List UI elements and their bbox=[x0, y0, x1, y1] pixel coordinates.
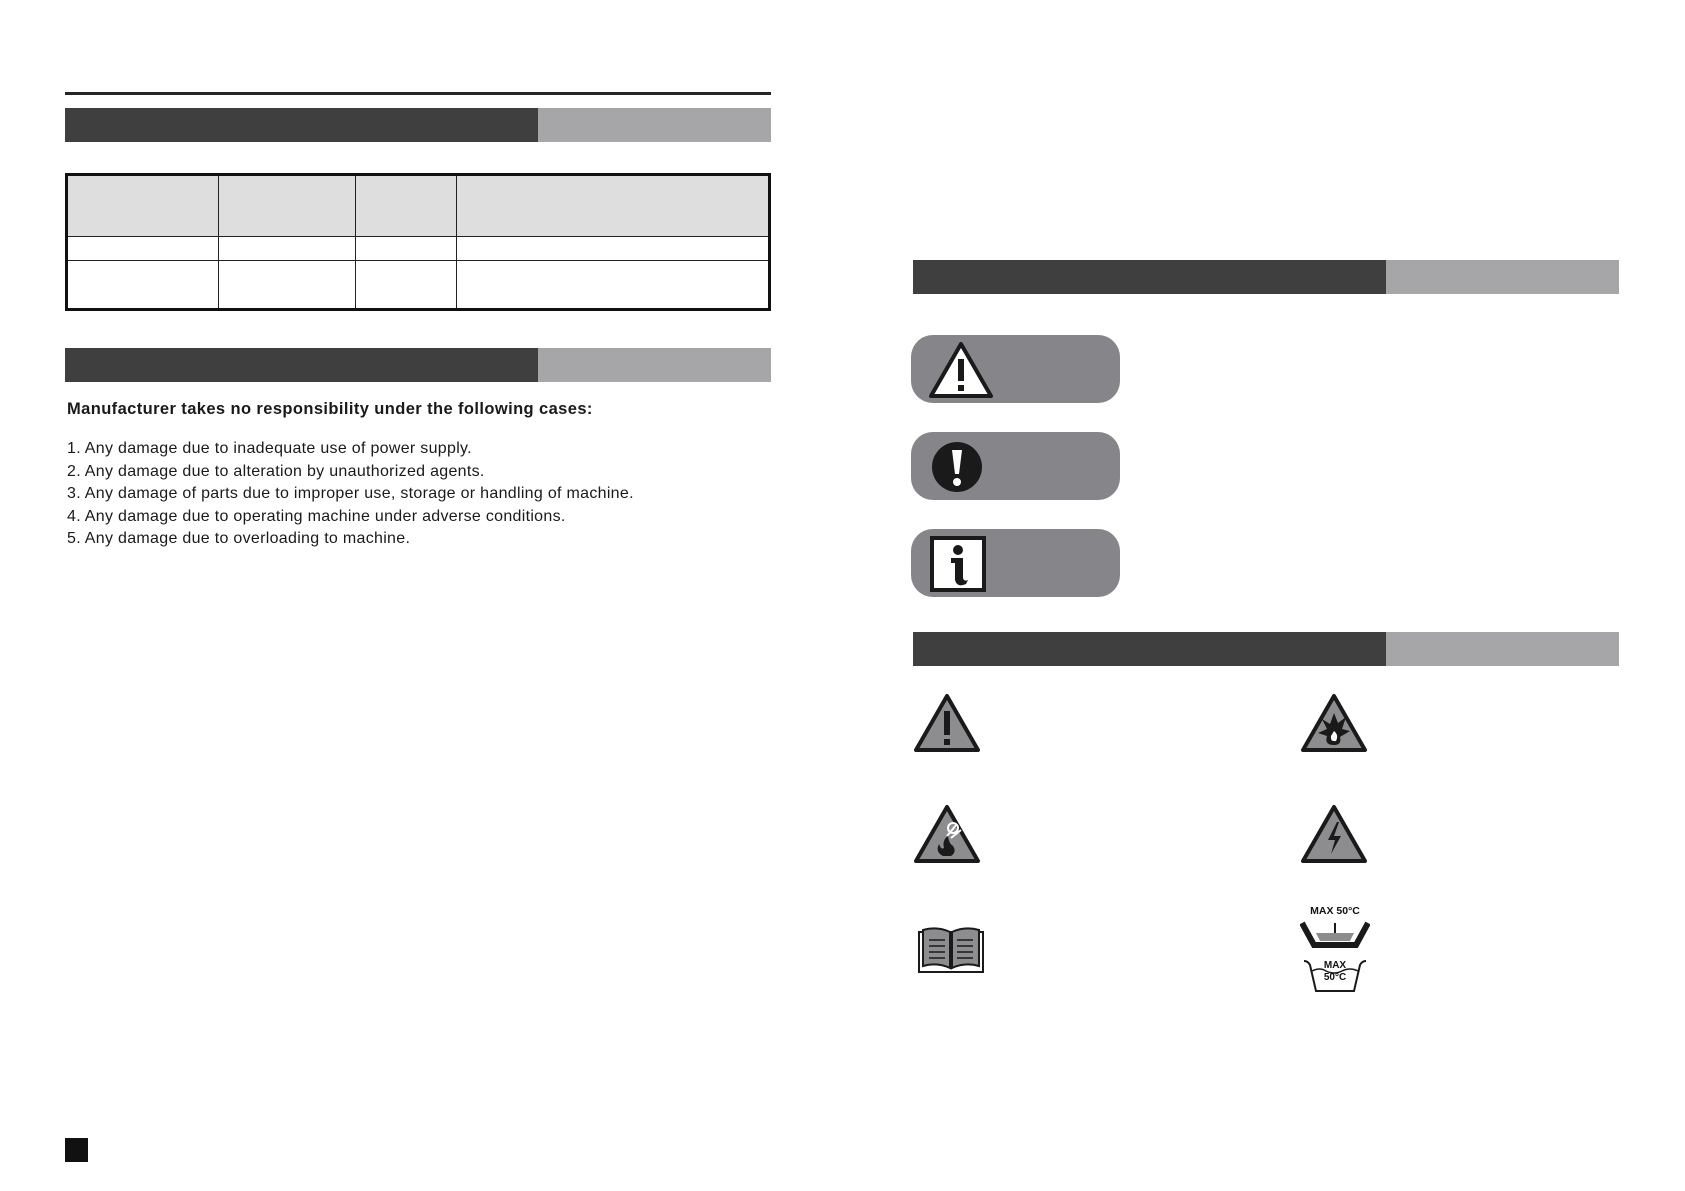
exclamation-circle-icon bbox=[930, 440, 984, 494]
list-item: 1. Any damage due to inadequate use of power supply. bbox=[67, 440, 472, 457]
table-header-cell bbox=[67, 175, 219, 237]
table-cell bbox=[67, 237, 219, 261]
electric-shock-icon bbox=[1300, 804, 1368, 864]
info-icon bbox=[930, 536, 986, 592]
general-warning-icon bbox=[913, 693, 981, 753]
table-header-cell bbox=[457, 175, 770, 237]
list-item: 5. Any damage due to overloading to machine. bbox=[67, 530, 411, 548]
disclaimer-intro: Manufacturer takes no responsibility under the following cases: bbox=[67, 400, 593, 418]
temp-label-bottom bbox=[1300, 960, 1370, 984]
table-cell bbox=[356, 237, 457, 261]
table-cell bbox=[219, 237, 356, 261]
list-item: 3. Any damage of parts due to improper use, storage or handling of machine. bbox=[67, 485, 634, 503]
temp-label-top: MAX 50°C bbox=[1310, 905, 1360, 917]
table-cell bbox=[457, 237, 770, 261]
specification-table bbox=[65, 173, 771, 311]
table-cell bbox=[219, 261, 356, 310]
table-header-row bbox=[67, 175, 770, 237]
symbol-pill-info bbox=[911, 529, 1120, 597]
table-row bbox=[67, 237, 770, 261]
symbol-pill-warning bbox=[911, 335, 1120, 403]
table-cell bbox=[67, 261, 219, 310]
section-header-band-safety-symbols bbox=[913, 632, 1619, 666]
top-rule bbox=[65, 92, 771, 95]
read-manual-icon bbox=[917, 926, 985, 974]
temp-label-bottom-line2: 50°C bbox=[1323, 972, 1347, 983]
explosion-fire-icon bbox=[913, 804, 981, 864]
table-header-cell bbox=[356, 175, 457, 237]
max-temperature-icon bbox=[1300, 905, 1370, 995]
list-item: 2. Any damage due to alteration by unauthorized agents. bbox=[67, 462, 485, 480]
disclaimer-list bbox=[67, 438, 634, 551]
flammable-fire-icon bbox=[1300, 693, 1368, 753]
table-cell bbox=[356, 261, 457, 310]
table-cell bbox=[457, 261, 770, 310]
section-header-band-symbols bbox=[913, 260, 1619, 294]
table-row bbox=[67, 261, 770, 310]
table-header-cell bbox=[219, 175, 356, 237]
list-item: 4. Any damage due to operating machine under adverse conditions. bbox=[67, 507, 566, 525]
basin-icon bbox=[1300, 917, 1370, 953]
temp-label-bottom-line1: MAX bbox=[1323, 960, 1347, 971]
symbol-pill-caution bbox=[911, 432, 1120, 500]
page-number-marker bbox=[65, 1138, 88, 1162]
section-header-band-specifications bbox=[65, 108, 771, 142]
warning-triangle-icon bbox=[928, 341, 994, 399]
section-header-band-warranty bbox=[65, 348, 771, 382]
